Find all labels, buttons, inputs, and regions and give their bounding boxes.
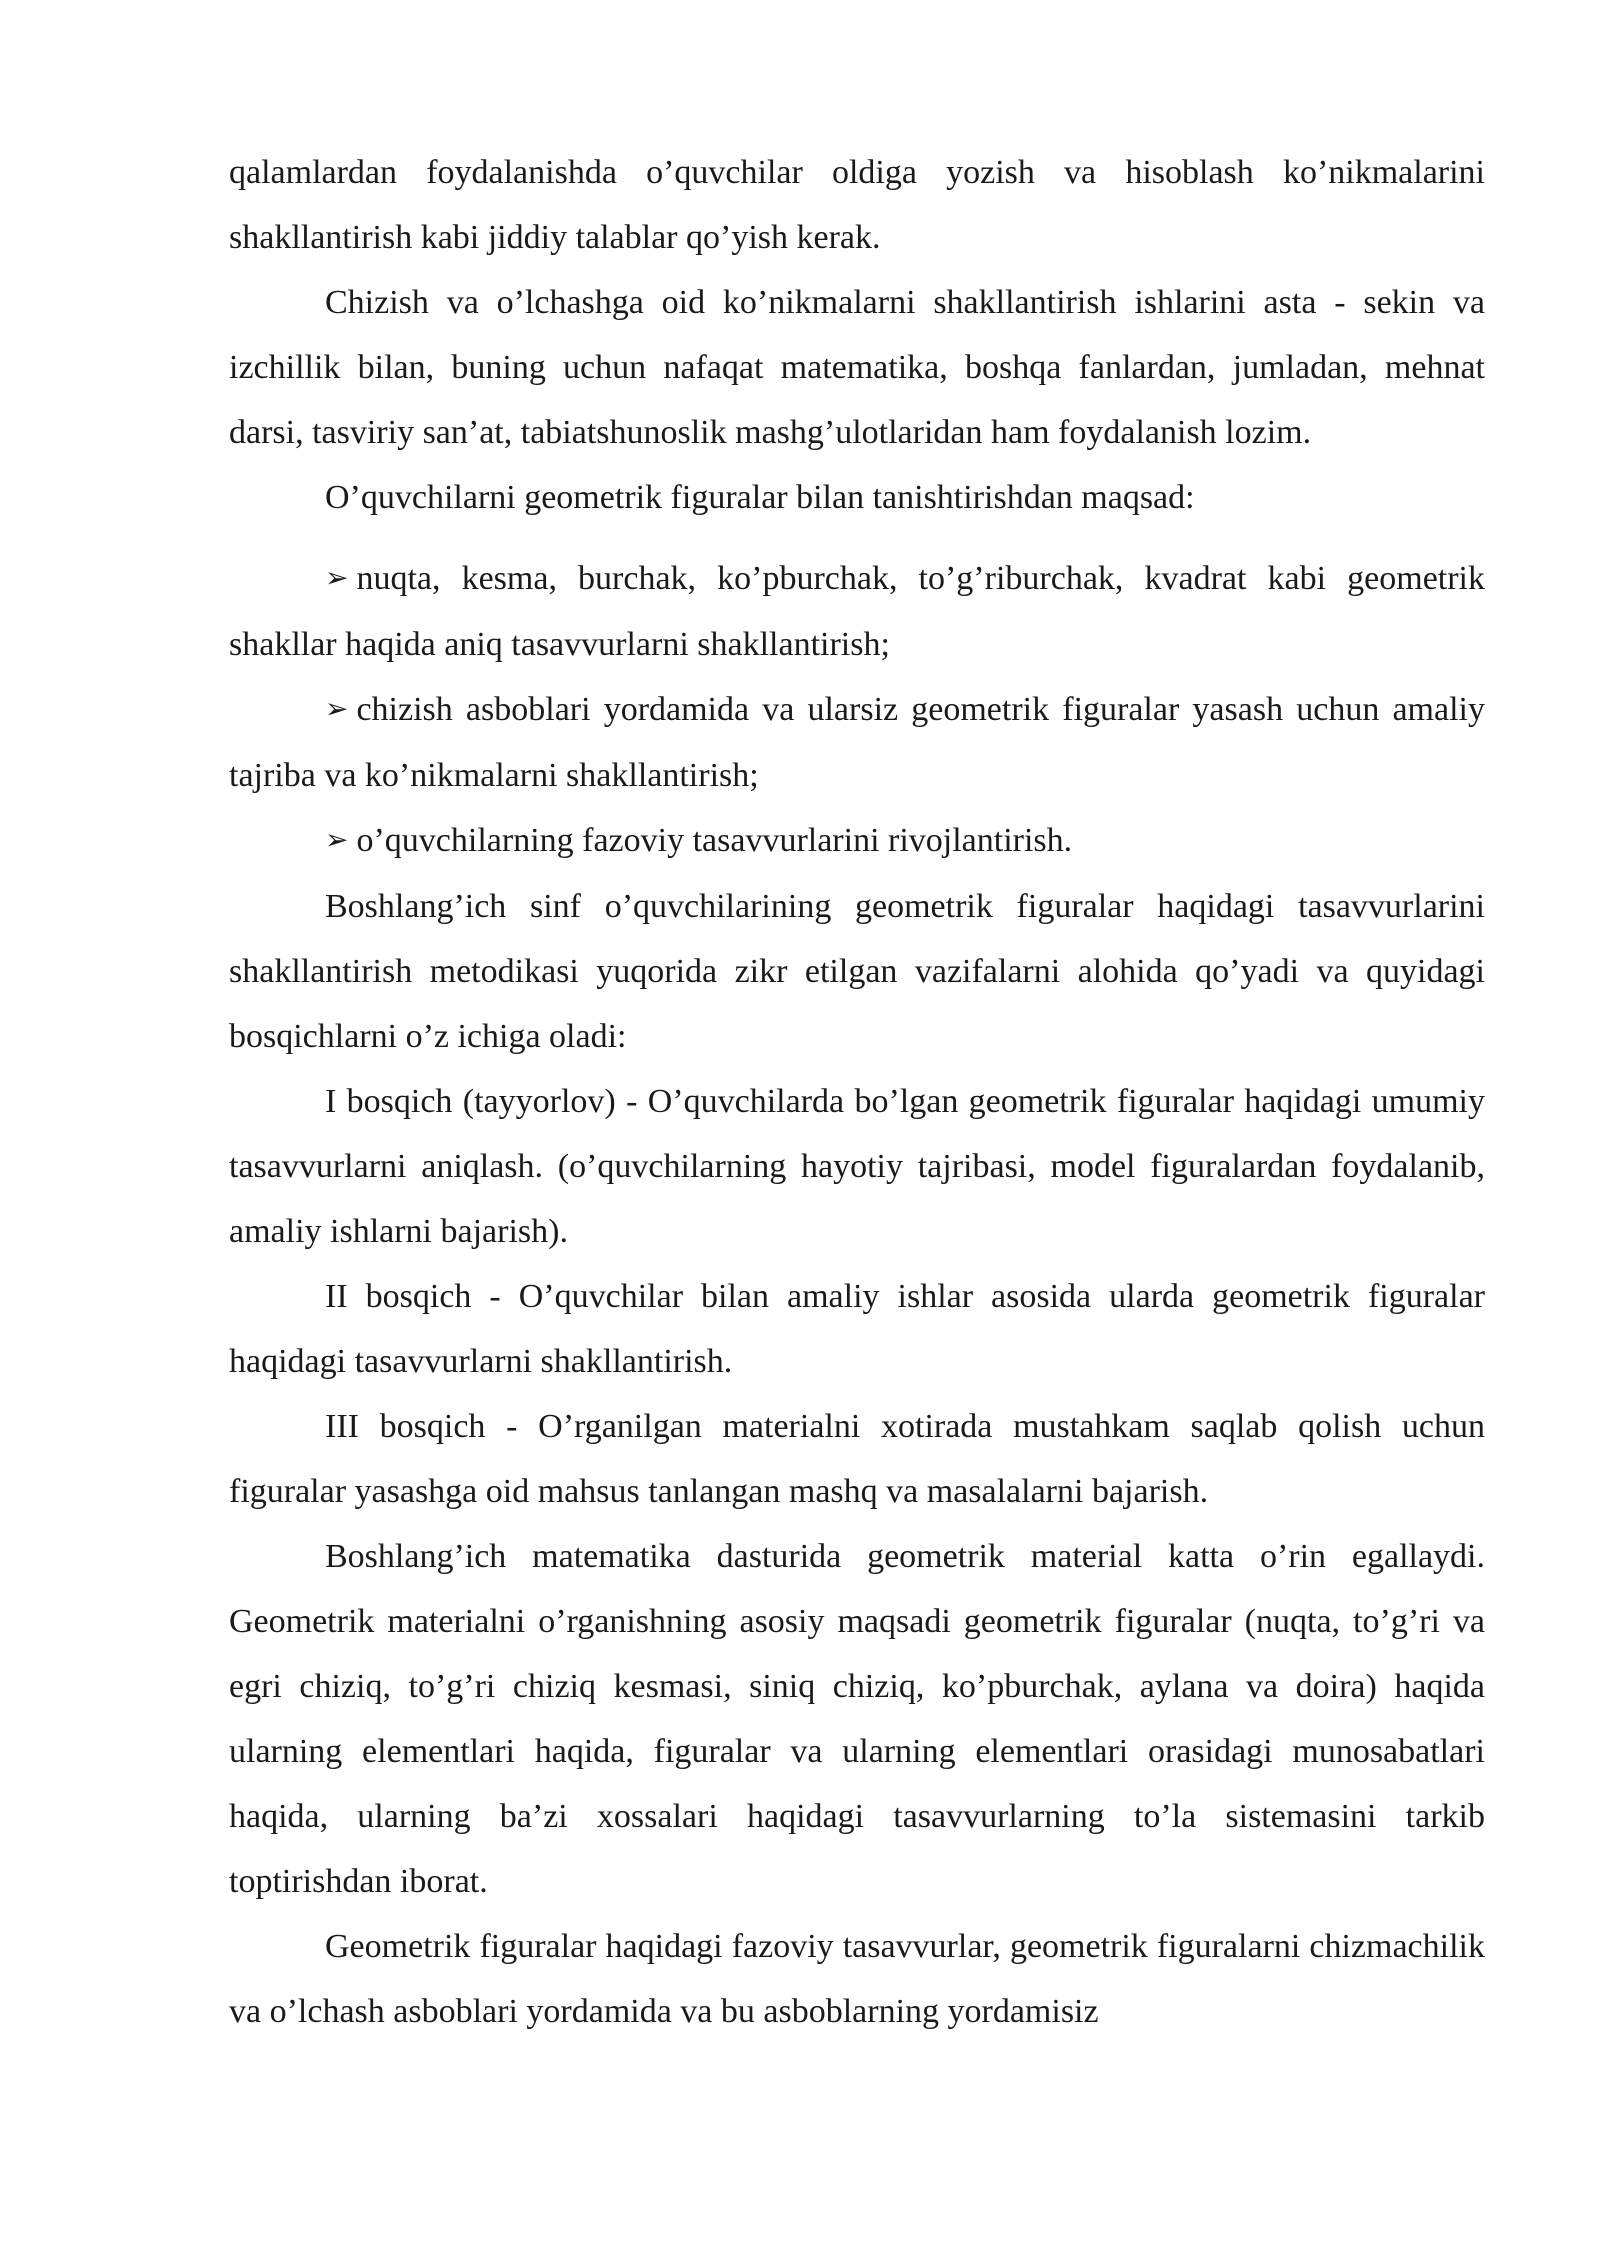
paragraph-continuation: qalamlardan foydalanishda o’quvchilar oldiga yozish va hisoblash ko’nikmalarini shakllantirish kabi jiddiy talablar qo’yish kerak. <box>229 154 1485 256</box>
paragraph-methodology: Boshlang’ich sinf o’quvchilarining geometrik figuralar haqidagi tasavvurlarini shakllantirish metodikasi yuqorida zikr etilgan vazifalarni alohida qo’yadi va quyidagi bosqichlarni o’z ichiga oladi: <box>229 888 1485 1055</box>
list-item <box>229 808 1485 874</box>
list-item <box>229 677 1485 808</box>
document-page <box>229 140 1485 2044</box>
list-item-text: o’quvchilarning fazoviy tasavvurlarini rivojlantirish. <box>356 822 1073 859</box>
paragraph-stage-2: II bosqich - O’quvchilar bilan amaliy ishlar asosida ularda geometrik figuralar haqidagi tasavvurlarni shakllantirish. <box>229 1278 1485 1380</box>
list-item-text: nuqta, kesma, burchak, ko’pburchak, to’g’riburchak, kvadrat kabi geometrik shakllar haqida aniq tasavvurlarni shakllantirish; <box>229 560 1485 663</box>
goals-list <box>229 546 1485 874</box>
paragraph-stage-3: III bosqich - O’rganilgan materialni xotirada mustahkam saqlab qolish uchun figuralar yasashga oid mahsus tanlangan mashq va masalalarni bajarish. <box>229 1408 1485 1510</box>
paragraph-drawing-skills: Chizish va o’lchashga oid ko’nikmalarni shakllantirish ishlarini asta - sekin va izchillik bilan, buning uchun nafaqat matematika, boshqa fanlardan, jumladan, mehnat darsi, tasviriy san’at, tabiatshunoslik mashg’ulotlaridan ham foydalanish lozim. <box>229 284 1485 451</box>
list-item <box>229 546 1485 677</box>
paragraph-stage-1: I bosqich (tayyorlov) - O’quvchilarda bo’lgan geometrik figuralar haqidagi umumiy tasavvurlarni aniqlash. (o’quvchilarning hayotiy tajribasi, model figuralardan foydalanib, amaliy ishlarni bajarish). <box>229 1083 1485 1250</box>
list-item-text: chizish asboblari yordamida va ularsiz geometrik figuralar yasash uchun amaliy tajriba va ko’nikmalarni shakllantirish; <box>229 691 1485 794</box>
arrowhead-right-icon: ➢ <box>325 692 349 725</box>
paragraph-goals-intro: O’quvchilarni geometrik figuralar bilan tanishtirishdan maqsad: <box>325 479 1195 516</box>
arrowhead-right-icon: ➢ <box>325 561 349 594</box>
arrowhead-right-icon: ➢ <box>325 823 349 856</box>
paragraph-curriculum: Boshlang’ich matematika dasturida geometrik material katta o’rin egallaydi. Geometrik materialni o’rganishning asosiy maqsadi geometrik figuralar (nuqta, to’g’ri va egri chiziq, to’g’ri chiziq kesmasi, siniq chiziq, ko’pburchak, aylana va doira) haqida ularning elementlari haqida, figuralar va ularning elementlari orasidagi munosabatlari haqida, ularning ba’zi xossalari haqidagi tasavvurlarning to’la sistemasini tarkib toptirishdan iborat. <box>229 1538 1485 1900</box>
paragraph-spatial: Geometrik figuralar haqidagi fazoviy tasavvurlar, geometrik figuralarni chizmachilik va o’lchash asboblari yordamida va bu asboblarning yordamisiz <box>229 1928 1485 2030</box>
